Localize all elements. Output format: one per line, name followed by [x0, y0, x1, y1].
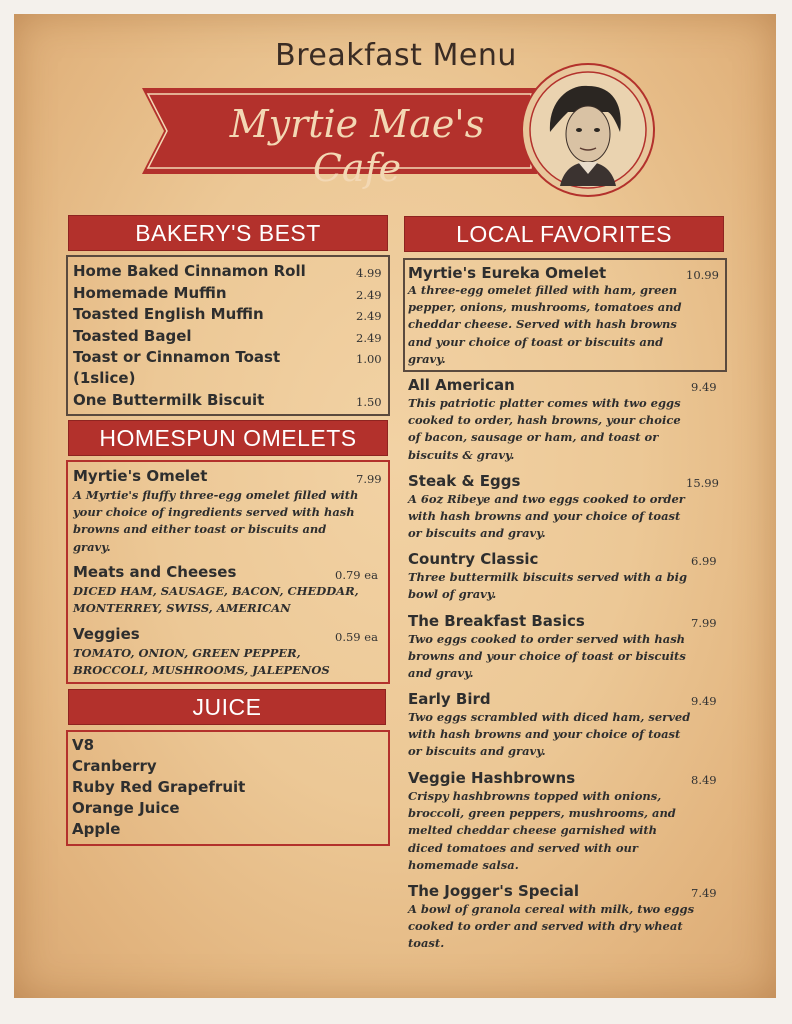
desc-line: melted cheddar cheese garnished with — [408, 823, 658, 838]
menu-item-name: Veggie Hashbrowns — [408, 769, 576, 787]
menu-item-price: 15.99 — [686, 476, 719, 490]
menu-item-name: Myrtie's Omelet — [73, 467, 208, 485]
desc-line: toast. — [408, 936, 445, 951]
brand-name: Myrtie Mae's Cafe — [229, 102, 485, 190]
desc-line: gravy. — [73, 539, 111, 554]
menu-item-name: The Breakfast Basics — [408, 612, 585, 630]
addon-line: TOMATO, ONION, GREEN PEPPER, — [73, 646, 301, 660]
desc-line: and gravy. — [408, 666, 474, 681]
menu-item-price: 9.49 — [691, 694, 717, 708]
juice-item: Ruby Red Grapefruit — [72, 778, 246, 796]
menu-item-price: 1.00 — [356, 352, 382, 366]
desc-line: A bowl of granola cereal with milk, two eggs — [408, 902, 695, 916]
desc-line: cooked to order and served with dry wheat — [408, 919, 683, 934]
desc-line: Crispy hashbrowns topped with onions, — [408, 789, 662, 803]
desc-line: browns and either toast or biscuits and — [73, 522, 327, 537]
desc-line: browns and your choice of toast or biscuits — [408, 649, 686, 664]
menu-item-name: Early Bird — [408, 690, 491, 708]
local-header: LOCAL FAVORITES — [404, 216, 724, 252]
menu-item-name: Toasted Bagel — [73, 327, 192, 345]
menu-item-desc — [73, 487, 358, 556]
menu-item-name: Homemade Muffin — [73, 284, 227, 302]
addon-list — [73, 645, 330, 679]
desc-line: cooked to order, hash browns, your choice — [408, 413, 681, 428]
desc-line: Two eggs scrambled with diced ham, served — [408, 710, 691, 724]
founder-portrait — [520, 62, 656, 198]
desc-line: your choice of ingredients served with hash — [73, 505, 355, 520]
menu-item-name: (1slice) — [73, 369, 136, 387]
juice-item: Cranberry — [72, 757, 157, 775]
menu-item-price: 7.99 — [691, 616, 717, 630]
juice-item: Orange Juice — [72, 799, 180, 817]
page-title: Breakfast Menu — [275, 38, 517, 73]
desc-line: bowl of gravy. — [408, 587, 497, 602]
desc-line: with hash browns and your choice of toast — [408, 509, 681, 524]
menu-item-price: 1.50 — [356, 395, 382, 409]
menu-item-name: Meats and Cheeses — [73, 563, 237, 581]
desc-line: and your choice of toast or biscuits and — [408, 334, 664, 349]
desc-line: of bacon, sausage or ham, and toast or — [408, 430, 659, 445]
desc-line: gravy. — [408, 351, 446, 366]
desc-line: or biscuits and gravy. — [408, 526, 546, 541]
menu-item-price: 7.99 — [356, 472, 382, 486]
menu-item-price: 4.99 — [356, 266, 382, 280]
menu-item-name: Home Baked Cinnamon Roll — [73, 262, 306, 280]
desc-line: pepper, onions, mushrooms, tomatoes and — [408, 300, 682, 315]
addon-line: BROCCOLI, MUSHROOMS, JALEPENOS — [73, 663, 330, 678]
addon-line: MONTERREY, SWISS, AMERICAN — [73, 601, 291, 616]
juice-header: JUICE — [68, 689, 386, 725]
desc-line: Three buttermilk biscuits served with a big — [408, 570, 688, 584]
menu-item-price: 6.99 — [691, 554, 717, 568]
menu-item-name: Steak & Eggs — [408, 472, 521, 490]
menu-item-price: 2.49 — [356, 288, 382, 302]
addon-line: DICED HAM, SAUSAGE, BACON, CHEDDAR, — [73, 584, 359, 598]
menu-item-desc — [408, 491, 685, 543]
juice-item: Apple — [72, 820, 121, 838]
desc-line: A three-egg omelet filled with ham, green — [408, 283, 678, 297]
desc-line: A 6oz Ribeye and two eggs cooked to order — [408, 492, 685, 506]
menu-item-name: One Buttermilk Biscuit — [73, 391, 265, 409]
desc-line: cheddar cheese. Served with hash browns — [408, 317, 677, 332]
juice-item: V8 — [72, 736, 95, 754]
menu-item-price: 2.49 — [356, 331, 382, 345]
menu-item-name: Country Classic — [408, 550, 539, 568]
desc-line: Two eggs cooked to order served with hash — [408, 632, 686, 646]
menu-item-desc — [408, 631, 686, 683]
omelets-header: HOMESPUN OMELETS — [68, 420, 388, 456]
desc-line: broccoli, green peppers, mushrooms, and — [408, 806, 676, 821]
menu-item-desc — [408, 395, 681, 464]
menu-item-desc — [408, 709, 690, 761]
menu-item-name: All American — [408, 376, 515, 394]
desc-line: biscuits & gravy. — [408, 447, 515, 462]
menu-item-name: Veggies — [73, 625, 140, 643]
menu-item-desc — [408, 569, 687, 603]
menu-item-price: 9.49 — [691, 380, 717, 394]
menu-item-price: 2.49 — [356, 309, 382, 323]
desc-line: diced tomatoes and served with our — [408, 840, 638, 855]
desc-line: A Myrtie's fluffy three-egg omelet filled with — [73, 488, 359, 502]
desc-line: with hash browns and your choice of toast — [408, 727, 681, 742]
menu-item-name: Toast or Cinnamon Toast — [73, 348, 281, 366]
addon-list — [73, 583, 359, 617]
menu-item-desc — [408, 901, 694, 953]
menu-item-price: 8.49 — [691, 773, 717, 787]
menu-item-price: 10.99 — [686, 268, 719, 282]
bakery-header: BAKERY'S BEST — [68, 215, 388, 251]
desc-line: This patriotic platter comes with two eggs — [408, 396, 681, 410]
desc-line: or biscuits and gravy. — [408, 744, 546, 759]
brand-banner — [142, 88, 552, 190]
menu-item-desc — [408, 282, 682, 368]
menu-item-name: Toasted English Muffin — [73, 305, 264, 323]
menu-item-price: 0.59 ea — [335, 630, 378, 644]
menu-item-price: 7.49 — [691, 886, 717, 900]
menu-item-name: Myrtie's Eureka Omelet — [408, 264, 607, 282]
desc-line: homemade salsa. — [408, 857, 519, 872]
menu-item-name: The Jogger's Special — [408, 882, 579, 900]
menu-item-price: 0.79 ea — [335, 568, 378, 582]
menu-item-desc — [408, 788, 676, 874]
